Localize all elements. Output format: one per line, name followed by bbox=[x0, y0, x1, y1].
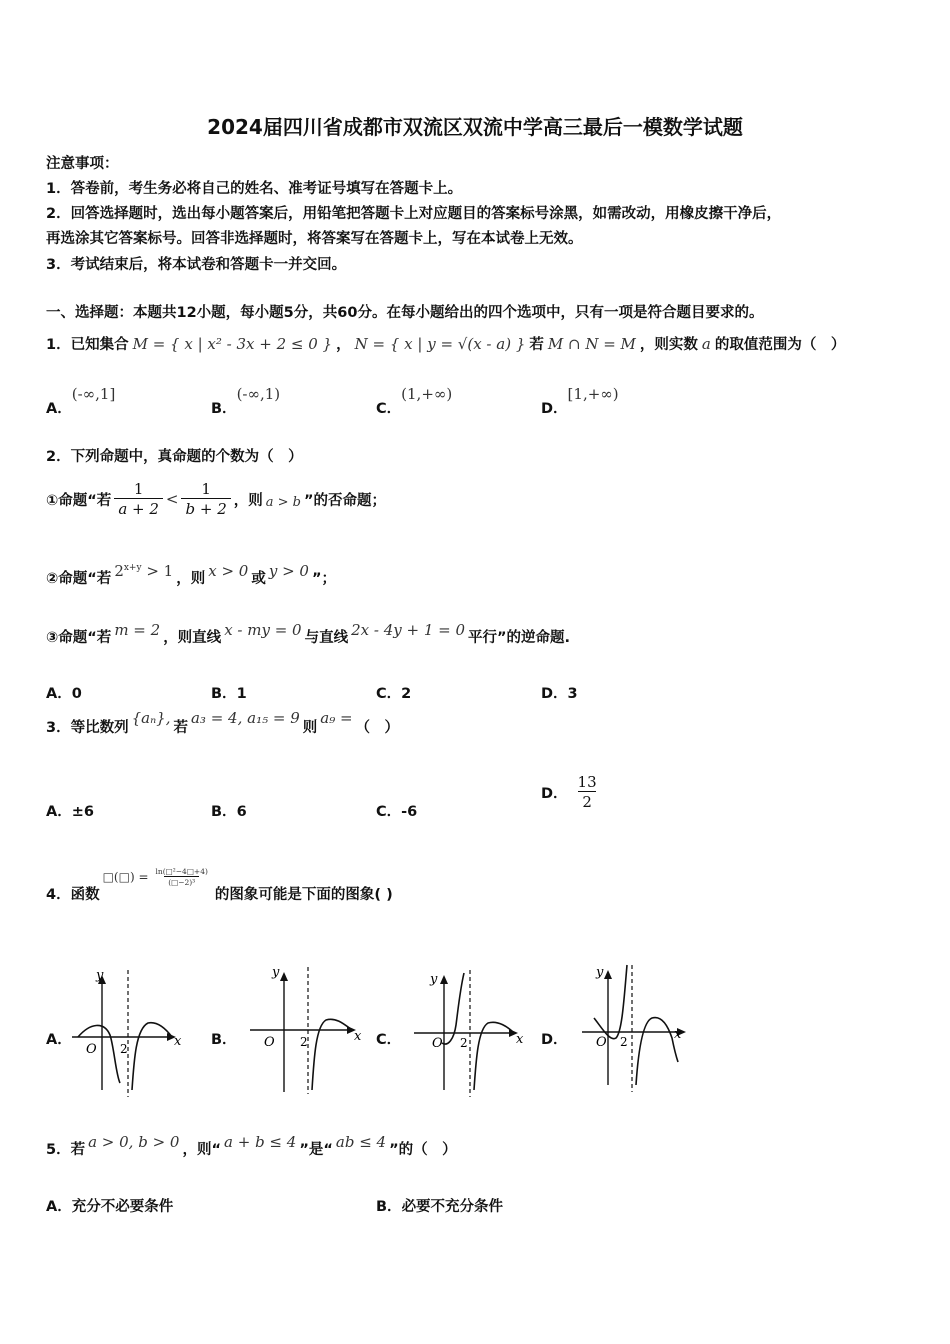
option-value: 2 bbox=[401, 686, 412, 702]
q1-prefix: 1．已知集合 bbox=[46, 337, 129, 353]
origin-label: O bbox=[432, 1036, 443, 1051]
numerator: 1 bbox=[133, 480, 144, 498]
s3-prefix: ③命题“若 bbox=[46, 630, 112, 646]
s3-mid: ，则直线 bbox=[163, 630, 222, 646]
origin-label: O bbox=[264, 1035, 275, 1050]
q3-suffix: （ ） bbox=[355, 720, 400, 736]
s2-mid: ，则 bbox=[176, 571, 206, 587]
q1-var: a bbox=[701, 334, 711, 353]
s3-cond: m = 2 bbox=[114, 621, 161, 639]
less-than: < bbox=[165, 490, 179, 508]
q5-mid1: ，则“ bbox=[182, 1142, 222, 1158]
q3-then: 则 bbox=[302, 720, 318, 736]
curve bbox=[636, 1018, 678, 1085]
tick-label: 2 bbox=[300, 1035, 308, 1049]
s2-suffix: ”； bbox=[311, 571, 336, 587]
q1-option-b[interactable] bbox=[211, 383, 281, 417]
s2-base: 2 bbox=[114, 562, 124, 580]
s2-exponent: x+y bbox=[123, 563, 142, 573]
option-value: (1,+∞) bbox=[401, 385, 453, 403]
denominator: b + 2 bbox=[181, 498, 230, 518]
option-label: B． bbox=[211, 804, 237, 820]
option-label: B． bbox=[376, 1199, 402, 1215]
q3-target: a₉ = bbox=[320, 709, 353, 727]
q5-p: a + b ≤ 4 bbox=[224, 1133, 297, 1151]
q5-option-a[interactable] bbox=[46, 1195, 173, 1216]
s1-suffix: ”的否命题； bbox=[303, 492, 386, 509]
q1-option-a[interactable] bbox=[46, 383, 116, 417]
option-label: C． bbox=[376, 401, 402, 417]
q4-graph-b bbox=[248, 962, 366, 1097]
option-label: B． bbox=[211, 686, 237, 702]
y-arrow-icon bbox=[604, 970, 612, 979]
s1-mid: ，则 bbox=[233, 492, 263, 509]
y-label: y bbox=[430, 972, 438, 987]
q2-statement-3 bbox=[46, 621, 571, 647]
q4-graph-c bbox=[412, 965, 530, 1100]
q2-option-b[interactable] bbox=[211, 682, 247, 703]
q4-graph-d bbox=[580, 960, 692, 1095]
q5-option-b[interactable] bbox=[376, 1195, 503, 1216]
option-label: C． bbox=[376, 804, 402, 820]
curve bbox=[78, 1025, 120, 1083]
s2-cond-1: x > 0 bbox=[208, 562, 249, 580]
option-label: A． bbox=[46, 1199, 72, 1215]
s1-conclusion: a > b bbox=[265, 494, 301, 510]
fraction bbox=[181, 480, 230, 518]
q3-option-a[interactable] bbox=[46, 800, 94, 821]
q4-func-fraction bbox=[152, 867, 212, 887]
s2-power bbox=[114, 562, 173, 580]
numerator: 13 bbox=[577, 773, 597, 791]
notice-item: 再选涂其它答案标号。回答非选择题时，将答案写在答题卡上，写在本试卷上无效。 bbox=[46, 231, 583, 247]
y-label: y bbox=[272, 965, 280, 980]
x-label: x bbox=[516, 1032, 524, 1047]
q4-graph-a-label[interactable]: A． bbox=[46, 1032, 72, 1048]
s3-line-2: 2x - 4y + 1 = 0 bbox=[351, 621, 466, 639]
option-value: 0 bbox=[71, 686, 82, 702]
page-title: 2024届四川省成都市双流区双流中学高三最后一模数学试题 bbox=[207, 115, 743, 139]
denominator: 2 bbox=[578, 791, 596, 811]
s3-and: 与直线 bbox=[304, 630, 349, 646]
denominator: a + 2 bbox=[114, 498, 163, 518]
q3-option-d[interactable] bbox=[541, 773, 601, 811]
s2-or: 或 bbox=[251, 571, 266, 587]
option-value: 必要不充分条件 bbox=[401, 1199, 504, 1215]
notice-item: 3．考试结束后，将本试卷和答题卡一并交回。 bbox=[46, 257, 347, 273]
numerator: ln(□²−4□+4) bbox=[155, 866, 208, 876]
q4-graph-c-label[interactable]: C． bbox=[376, 1032, 402, 1048]
q1-set-m: M = { x | x² - 3x + 2 ≤ 0 } bbox=[132, 334, 333, 353]
s3-line-1: x - my = 0 bbox=[224, 621, 302, 639]
tick-label: 2 bbox=[460, 1036, 468, 1050]
q5-mid2: ”是“ bbox=[299, 1142, 333, 1158]
option-fraction bbox=[574, 773, 601, 811]
y-arrow-icon bbox=[280, 972, 288, 981]
x-label: x bbox=[174, 1034, 182, 1049]
q3-option-b[interactable] bbox=[211, 800, 247, 821]
notice-item: 2．回答选择题时，选出每小题答案后，用铅笔把答题卡上对应题目的答案标号涂黑，如需改动，用橡皮擦干净后， bbox=[46, 206, 782, 222]
q1-option-c[interactable] bbox=[376, 383, 453, 417]
option-label: C． bbox=[376, 686, 402, 702]
option-label: D． bbox=[541, 785, 568, 802]
q2-option-c[interactable] bbox=[376, 682, 411, 703]
q2-option-a[interactable] bbox=[46, 682, 82, 703]
option-label: A． bbox=[46, 401, 72, 417]
q4-graph-d-label[interactable]: D． bbox=[541, 1032, 568, 1048]
denominator: (□−2)³ bbox=[164, 876, 199, 887]
question-3 bbox=[46, 709, 400, 737]
q3-cond: a₃ = 4, a₁₅ = 9 bbox=[190, 709, 300, 727]
q4-suffix: 的图象可能是下面的图象( ) bbox=[214, 887, 393, 903]
q1-mid: ，则实数 bbox=[639, 337, 698, 353]
q4-graph-a bbox=[70, 965, 190, 1100]
tick-label: 2 bbox=[620, 1035, 628, 1049]
q3-prefix: 3．等比数列 bbox=[46, 720, 129, 736]
question-1 bbox=[46, 333, 845, 354]
question-4 bbox=[46, 866, 393, 903]
option-value: [1,+∞) bbox=[567, 385, 619, 403]
option-label: B． bbox=[211, 401, 237, 417]
q2-stem: 2．下列命题中，真命题的个数为（ ） bbox=[46, 449, 303, 465]
q2-option-d[interactable] bbox=[541, 682, 578, 703]
y-label: y bbox=[596, 965, 604, 980]
option-label: A． bbox=[46, 804, 72, 820]
origin-label: O bbox=[86, 1042, 97, 1057]
q1-option-d[interactable] bbox=[541, 383, 619, 417]
tick-label: 2 bbox=[120, 1042, 128, 1056]
option-value: ±6 bbox=[71, 804, 94, 820]
q1-cond-prefix: 若 bbox=[529, 337, 544, 353]
s2-cond-2: y > 0 bbox=[268, 562, 309, 580]
numerator: 1 bbox=[201, 480, 211, 498]
q1-set-n: N = { x | y = √(x - a) } bbox=[354, 334, 526, 353]
q5-prefix: 5．若 bbox=[46, 1142, 86, 1158]
option-value: 充分不必要条件 bbox=[71, 1199, 174, 1215]
option-label: D． bbox=[541, 686, 568, 702]
q5-suffix: ”的（ ） bbox=[389, 1142, 457, 1158]
q2-statement-1 bbox=[46, 480, 386, 518]
q3-option-c[interactable] bbox=[376, 800, 417, 821]
q4-func-lhs: □(□) = bbox=[102, 869, 149, 884]
option-value: (-∞,1] bbox=[71, 385, 116, 403]
option-value: (-∞,1) bbox=[236, 385, 281, 403]
option-value: 1 bbox=[236, 686, 247, 702]
s2-rest: > 1 bbox=[146, 562, 174, 580]
q5-cond: a > 0, b > 0 bbox=[88, 1133, 180, 1151]
section-heading: 一、选择题：本题共12小题，每小题5分，共60分。在每小题给出的四个选项中，只有一项是符合题目要求的。 bbox=[46, 305, 764, 321]
q1-cond: M ∩ N = M bbox=[547, 334, 636, 353]
s1-prefix: ①命题“若 bbox=[46, 492, 112, 509]
s3-suffix: 平行”的逆命题. bbox=[468, 630, 571, 646]
notice-item: 1．答卷前，考生务必将自己的姓名、准考证号填写在答题卡上。 bbox=[46, 181, 463, 197]
q3-if: 若 bbox=[173, 720, 188, 736]
x-label: x bbox=[674, 1027, 682, 1042]
option-value: 6 bbox=[236, 804, 247, 820]
question-5 bbox=[46, 1133, 457, 1159]
q1-suffix: 的取值范围为（ ） bbox=[714, 337, 846, 353]
origin-label: O bbox=[596, 1035, 607, 1050]
q1-comma: ， bbox=[336, 337, 351, 353]
q4-prefix: 4．函数 bbox=[46, 887, 100, 903]
q4-graph-b-label[interactable]: B． bbox=[211, 1032, 237, 1048]
curve bbox=[132, 1023, 172, 1090]
option-label: A． bbox=[46, 686, 72, 702]
y-label: y bbox=[96, 968, 104, 983]
q2-statement-2 bbox=[46, 562, 336, 588]
fraction bbox=[114, 480, 163, 518]
q3-sequence: {aₙ}, bbox=[131, 709, 171, 727]
option-value: -6 bbox=[401, 804, 418, 820]
x-label: x bbox=[354, 1029, 362, 1044]
y-arrow-icon bbox=[440, 975, 448, 984]
option-label: D． bbox=[541, 401, 568, 417]
s2-prefix: ②命题“若 bbox=[46, 571, 112, 587]
notice-heading: 注意事项： bbox=[46, 156, 119, 172]
q5-q: ab ≤ 4 bbox=[335, 1133, 387, 1151]
option-value: 3 bbox=[567, 686, 578, 702]
